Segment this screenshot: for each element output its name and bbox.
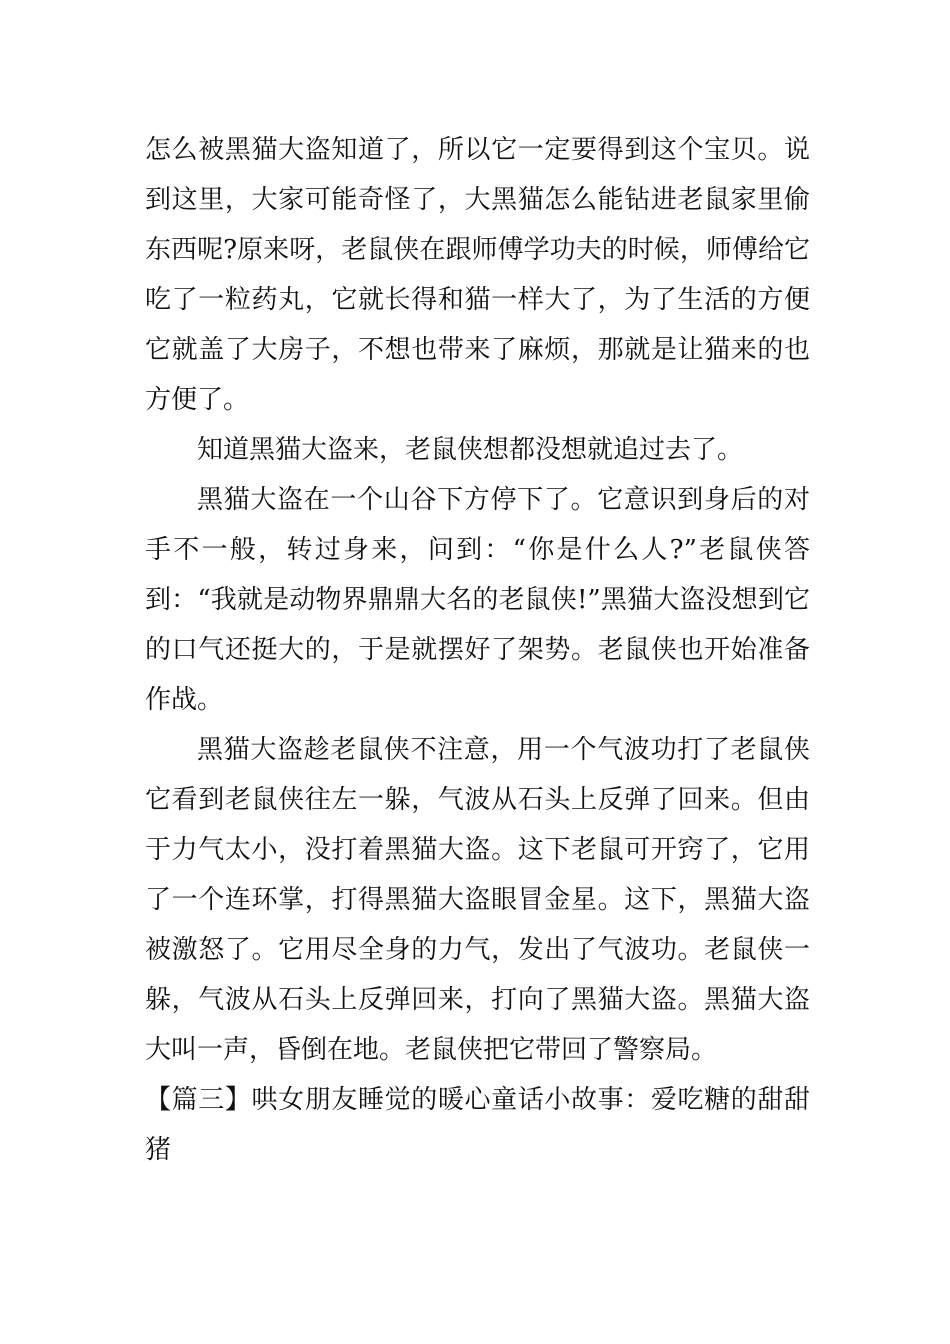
paragraph-3: 黑猫大盗在一个山谷下方停下了。它意识到身后的对手不一般，转过身来，问到：“你是什么人?”老鼠侠答到：“我就是动物界鼎鼎大名的老鼠侠!”黑猫大盗没想到它的口气还挺大的，于是就摆好了架势。老鼠侠也开始准备作战。: [145, 485, 810, 715]
paragraph-4: 黑猫大盗趁老鼠侠不注意，用一个气波功打了老鼠侠它看到老鼠侠往左一躲，气波从石头上反弹了回来。但由于力气太小，没打着黑猫大盗。这下老鼠可开窍了，它用了一个连环掌，打得黑猫大盗眼冒金星。这下，黑猫大盗被激怒了。它用尽全身的力气，发出了气波功。老鼠侠一躲，气波从石头上反弹回来，打向了黑猫大盗。黑猫大盗大叫一声，昏倒在地。老鼠侠把它带回了警察局。: [145, 735, 810, 1065]
section-heading: 【篇三】哄女朋友睡觉的暖心童话小故事：爱吃糖的甜甜猪: [145, 1085, 810, 1165]
paragraph-1: 怎么被黑猫大盗知道了，所以它一定要得到这个宝贝。说到这里，大家可能奇怪了，大黑猫怎么能钻进老鼠家里偷东西呢?原来呀，老鼠侠在跟师傅学功夫的时候，师傅给它吃了一粒药丸，它就长得和猫一样大了，为了生活的方便它就盖了大房子，不想也带来了麻烦，那就是让猫来的也方便了。: [145, 135, 810, 415]
document-body: [145, 125, 810, 1175]
paragraph-2: 知道黑猫大盗来，老鼠侠想都没想就追过去了。: [197, 435, 744, 465]
